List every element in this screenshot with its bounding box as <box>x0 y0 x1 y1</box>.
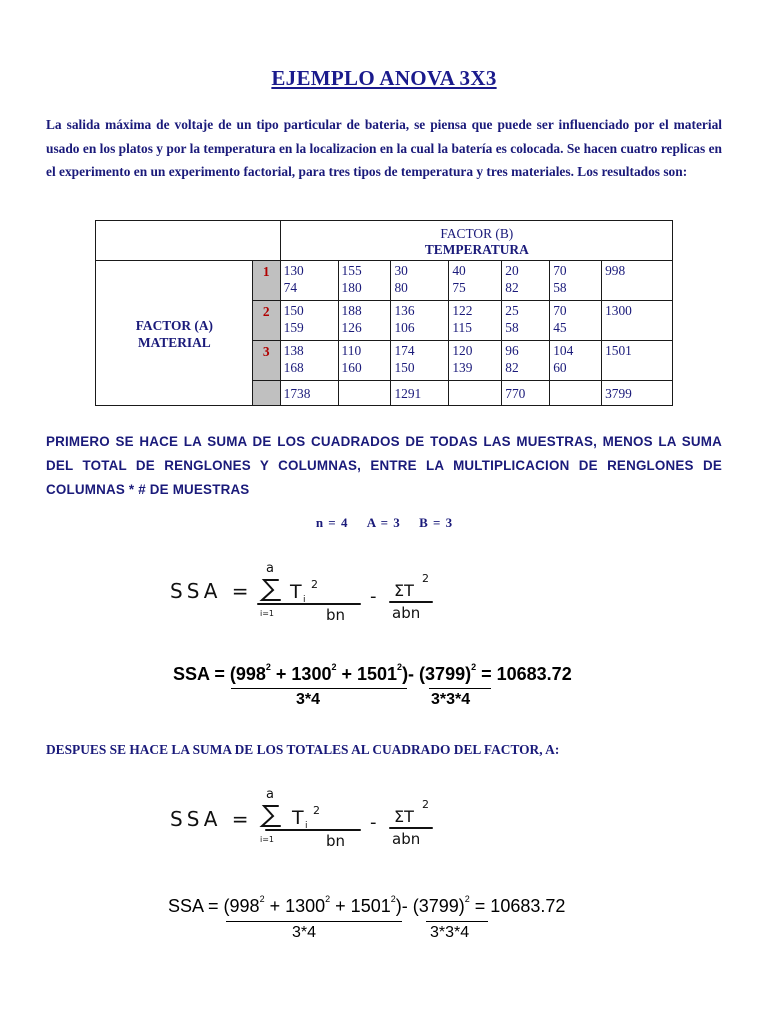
grand-total: 3799 <box>602 381 673 406</box>
cell-value: 75 <box>452 280 466 295</box>
term2-superscript: 2 <box>422 572 429 585</box>
minus-sign: - <box>370 586 377 607</box>
sum-lower-limit: i=1 <box>260 609 275 618</box>
row-total: 1501 <box>602 341 673 381</box>
term2-superscript: 2 <box>422 798 429 811</box>
cell-value: 138 <box>283 343 304 358</box>
cell-value: 70 <box>553 303 567 318</box>
term2-numerator: ΣT <box>394 581 414 600</box>
column-total <box>550 381 602 406</box>
term1-denominator: bn <box>326 606 346 624</box>
term2-denominator: abn <box>392 604 421 622</box>
term1-numerator: T <box>292 807 304 829</box>
cell-value: 104 <box>553 343 574 358</box>
param-a: A = 3 <box>366 515 400 530</box>
table-cell <box>391 261 449 301</box>
table-cell <box>280 301 338 341</box>
handwritten-ssa-formula-1 <box>170 558 460 628</box>
factor-a-label: FACTOR (A) <box>135 317 213 333</box>
cell-value: 106 <box>394 320 415 335</box>
totals-row-marker <box>252 381 280 406</box>
cell-value: 120 <box>452 343 473 358</box>
sum-upper-limit: a <box>266 561 274 576</box>
cell-value: 45 <box>553 320 567 335</box>
row-number: 1 <box>252 261 280 301</box>
cell-value: 58 <box>505 320 519 335</box>
table-cell <box>338 261 391 301</box>
table-cell <box>550 261 602 301</box>
cell-value: 150 <box>394 360 415 375</box>
table-cell <box>502 341 550 381</box>
cell-value: 150 <box>283 303 304 318</box>
anova-data-table <box>95 220 673 406</box>
factor-b-label: FACTOR (B) <box>440 225 514 241</box>
computed-ssa-formula-1 <box>173 664 603 714</box>
step1-paragraph: PRIMERO SE HACE LA SUMA DE LOS CUADRADOS DE TODAS LAS MUESTRAS, MENOS LA SUMA DEL TOTAL DE RENGLONES Y COLUMNAS, ENTRE LA MULTIPLICACION DE RENGLONES DE COLUMNAS * # DE MUESTRAS <box>46 434 722 497</box>
param-n: n = 4 <box>315 515 348 530</box>
computed-expression: SSA = $(998^2 + 1300^2 + 1501^2)-$ $(3799)^2 = 10683.72$ <box>173 662 572 684</box>
computed-denominator-1: 3*4 <box>296 691 321 708</box>
formula-lhs: SSA = <box>170 807 253 831</box>
table-cell <box>338 301 391 341</box>
cell-value: 126 <box>341 320 362 335</box>
term1-subscript: i <box>305 821 308 831</box>
term2-denominator: abn <box>392 830 421 848</box>
cell-value: 180 <box>341 280 362 295</box>
table-corner-cell <box>96 221 281 261</box>
cell-value: 58 <box>553 280 567 295</box>
table-cell <box>449 341 502 381</box>
column-total: 1738 <box>280 381 338 406</box>
cell-value: 20 <box>505 263 519 278</box>
temperature-label: TEMPERATURA <box>424 241 529 257</box>
term1-subscript: i <box>303 595 306 605</box>
factor-a-header <box>96 261 253 406</box>
handwritten-ssa-formula-2 <box>170 782 460 852</box>
computed-ssa-formula-2 <box>168 896 608 946</box>
computed-expression: SSA = $(998^2 + 1300^2 + 1501^2)-$ $(3799)^2 = 10683.72$ <box>168 894 566 916</box>
param-b: B = 3 <box>419 515 453 530</box>
intro-paragraph: La salida máxima de voltaje de un tipo particular de bateria, se piensa que puede ser influenciado por el material usado en los platos y por la temperatura en la localizacion en la cual la batería es colocada. Se hacen cuatro replicas en el experimento en un experimento factorial, para tres tipos de temperatura y tres materiales. Los resultados son: <box>46 117 722 179</box>
cell-value: 80 <box>394 280 408 295</box>
column-total: 1291 <box>391 381 449 406</box>
table-cell <box>502 261 550 301</box>
cell-value: 96 <box>505 343 519 358</box>
factor-b-header <box>280 221 672 261</box>
term2-numerator: ΣT <box>394 807 414 826</box>
cell-value: 168 <box>283 360 304 375</box>
cell-value: 136 <box>394 303 415 318</box>
cell-value: 110 <box>341 343 362 358</box>
cell-value: 70 <box>553 263 567 278</box>
table-cell <box>280 341 338 381</box>
table-cell <box>502 301 550 341</box>
cell-value: 122 <box>452 303 473 318</box>
table-cell <box>550 341 602 381</box>
cell-value: 160 <box>341 360 362 375</box>
cell-value: 174 <box>394 343 415 358</box>
cell-value: 155 <box>341 263 362 278</box>
parameters-line <box>0 515 768 531</box>
computed-denominator-2: 3*3*4 <box>430 924 470 941</box>
table-cell <box>550 301 602 341</box>
cell-value: 74 <box>283 280 298 295</box>
computed-denominator-1: 3*4 <box>292 924 317 941</box>
step2-paragraph: DESPUES SE HACE LA SUMA DE LOS TOTALES AL CUADRADO DEL FACTOR, A: <box>46 742 560 757</box>
row-total: 998 <box>602 261 673 301</box>
cell-value: 115 <box>452 320 472 335</box>
cell-value: 40 <box>452 263 466 278</box>
table-cell <box>391 301 449 341</box>
table-cell <box>449 301 502 341</box>
cell-value: 25 <box>505 303 519 318</box>
sum-lower-limit: i=1 <box>260 835 275 844</box>
formula-lhs: SSA = <box>170 579 253 603</box>
table-cell <box>280 261 338 301</box>
material-label: MATERIAL <box>138 334 211 350</box>
term1-superscript: 2 <box>311 578 318 591</box>
computed-denominator-2: 3*3*4 <box>431 691 471 708</box>
table-row <box>96 261 673 301</box>
table-cell <box>338 341 391 381</box>
minus-sign: - <box>370 812 377 833</box>
page-title: EJEMPLO ANOVA 3X3 <box>271 66 497 90</box>
sum-upper-limit: a <box>266 787 274 802</box>
term1-denominator: bn <box>326 832 346 850</box>
column-total: 770 <box>502 381 550 406</box>
cell-value: 30 <box>394 263 408 278</box>
row-total: 1300 <box>602 301 673 341</box>
cell-value: 159 <box>283 320 304 335</box>
term1-superscript: 2 <box>313 804 320 817</box>
term1-numerator: T <box>290 581 302 603</box>
cell-value: 139 <box>452 360 473 375</box>
column-total <box>338 381 391 406</box>
cell-value: 82 <box>505 360 519 375</box>
cell-value: 188 <box>341 303 362 318</box>
row-number: 3 <box>252 341 280 381</box>
table-cell <box>449 261 502 301</box>
table-cell <box>391 341 449 381</box>
row-number: 2 <box>252 301 280 341</box>
column-total <box>449 381 502 406</box>
cell-value: 82 <box>505 280 519 295</box>
cell-value: 60 <box>553 360 567 375</box>
cell-value: 130 <box>283 263 304 278</box>
